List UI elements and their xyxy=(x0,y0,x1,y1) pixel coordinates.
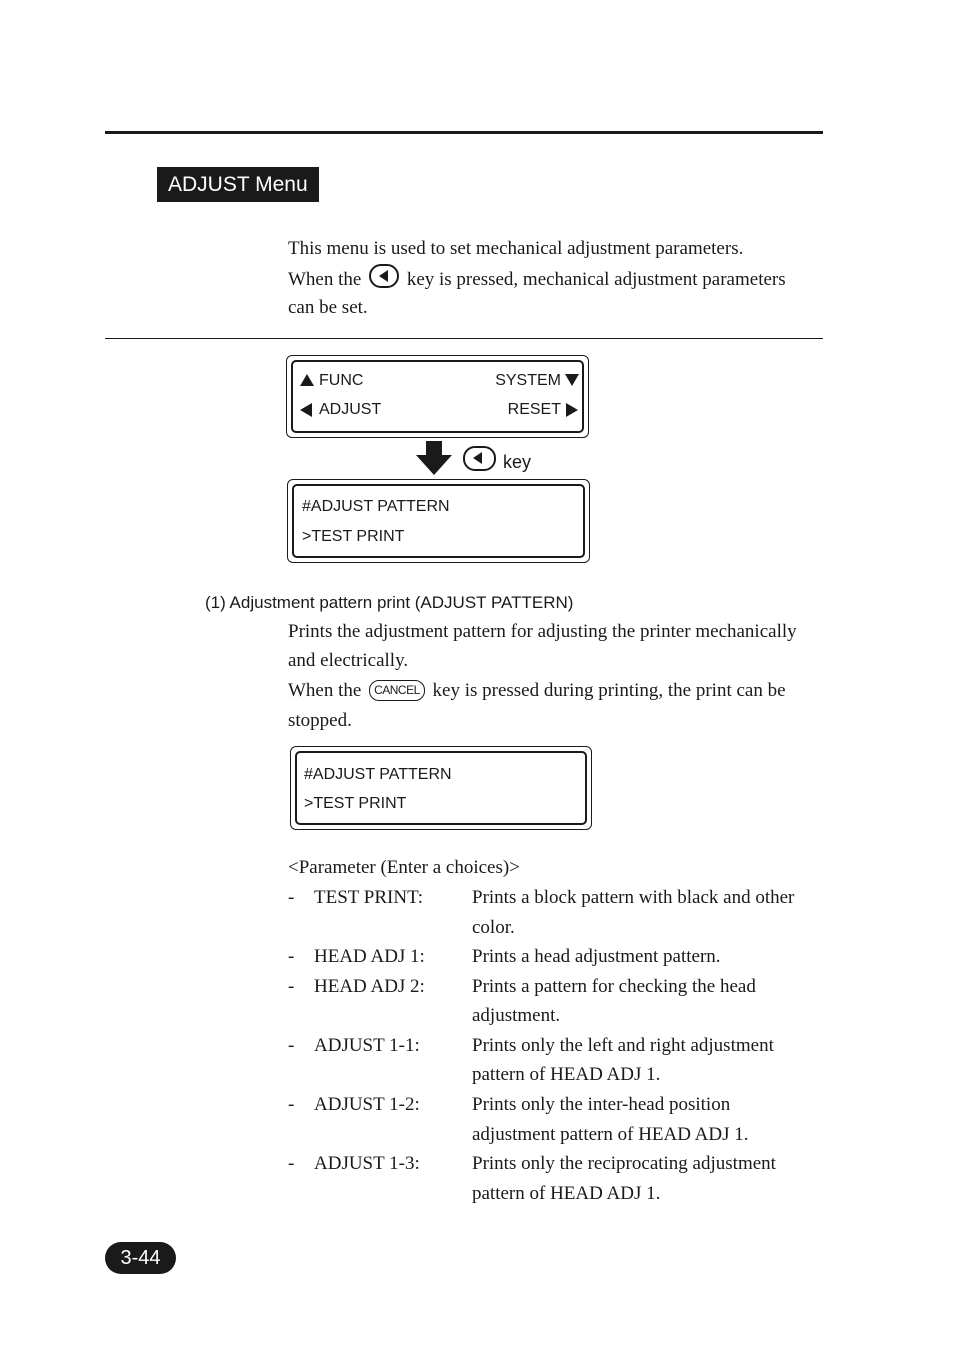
parameter-heading: <Parameter (Enter a choices)> xyxy=(288,857,520,878)
param-name: HEAD ADJ 2: xyxy=(314,976,425,997)
param-desc: Prints only the inter-head position xyxy=(472,1094,731,1115)
down-arrow-icon xyxy=(426,441,442,455)
subsection-heading: (1) Adjustment pattern print (ADJUST PATTERN) xyxy=(205,593,574,612)
param-name: TEST PRINT: xyxy=(314,887,424,908)
left-arrow-key-icon xyxy=(369,264,399,288)
param-desc: color. xyxy=(472,917,515,938)
intro-line-2 xyxy=(288,264,786,295)
param-name: ADJUST 1-3: xyxy=(314,1153,420,1174)
subsection-line-1: Prints the adjustment pattern for adjusting the printer mechanically xyxy=(288,621,797,642)
down-arrow-head-icon xyxy=(416,455,452,475)
param-dash: - xyxy=(288,976,295,997)
param-dash: - xyxy=(288,1035,295,1056)
param-desc: adjustment. xyxy=(472,1005,561,1026)
lcd-adjust-screen-2 xyxy=(290,746,592,830)
subsection-line-3-pre: When the xyxy=(288,680,362,701)
param-desc: Prints a head adjustment pattern. xyxy=(472,946,721,967)
subsection-line-3-post: key is pressed during printing, the print can be xyxy=(432,680,786,701)
lcd-adjust-2-line-2: >TEST PRINT xyxy=(304,795,407,812)
page-number-badge: 3-44 xyxy=(105,1242,176,1274)
lcd-menu-screen xyxy=(286,355,589,438)
param-desc: pattern of HEAD ADJ 1. xyxy=(472,1064,661,1085)
param-desc: adjustment pattern of HEAD ADJ 1. xyxy=(472,1124,749,1145)
lcd-adjust-1-line-2: >TEST PRINT xyxy=(302,528,405,545)
lcd-adjust-screen-1 xyxy=(287,479,590,563)
right-triangle-icon xyxy=(566,403,578,417)
param-dash: - xyxy=(288,887,295,908)
cancel-key-icon: CANCEL xyxy=(369,680,425,701)
key-label: key xyxy=(503,452,532,472)
param-name: ADJUST 1-1: xyxy=(314,1035,420,1056)
left-arrow-key-icon xyxy=(463,446,496,471)
intro-line-3: can be set. xyxy=(288,297,368,318)
param-dash: - xyxy=(288,1153,295,1174)
param-dash: - xyxy=(288,1094,295,1115)
up-triangle-icon xyxy=(300,374,314,386)
subsection-line-2: and electrically. xyxy=(288,650,409,671)
param-desc: Prints a pattern for checking the head xyxy=(472,976,756,997)
param-desc: Prints only the reciprocating adjustment xyxy=(472,1153,776,1174)
lcd-menu-frame xyxy=(291,360,584,433)
param-desc: Prints a block pattern with black and other xyxy=(472,887,795,908)
lcd-adjust-frame-1 xyxy=(292,484,585,558)
lcd-reset-label: RESET xyxy=(507,401,561,418)
param-dash: - xyxy=(288,946,295,967)
subsection-line-3 xyxy=(288,676,786,706)
left-triangle-icon xyxy=(300,403,312,417)
intro-line-2-pre: When the xyxy=(288,269,362,290)
param-name: HEAD ADJ 1: xyxy=(314,946,425,967)
top-rule xyxy=(105,131,823,134)
param-desc: Prints only the left and right adjustment xyxy=(472,1035,774,1056)
param-name: ADJUST 1-2: xyxy=(314,1094,420,1115)
intro-line-1: This menu is used to set mechanical adjustment parameters. xyxy=(288,238,744,259)
down-triangle-icon xyxy=(565,374,579,386)
lcd-system-label: SYSTEM xyxy=(495,372,561,389)
lcd-adjust-frame-2 xyxy=(295,751,587,825)
intro-line-2-post: key is pressed, mechanical adjustment parameters xyxy=(406,269,786,290)
lcd-adjust-1-line-1: #ADJUST PATTERN xyxy=(302,498,450,515)
lcd-func-label: FUNC xyxy=(319,372,364,389)
param-desc: pattern of HEAD ADJ 1. xyxy=(472,1183,661,1204)
section-title: ADJUST Menu xyxy=(157,167,319,202)
subsection-line-4: stopped. xyxy=(288,710,352,731)
section-divider xyxy=(105,338,823,339)
lcd-adjust-2-line-1: #ADJUST PATTERN xyxy=(304,766,452,783)
transition-key xyxy=(463,446,496,473)
lcd-adjust-label: ADJUST xyxy=(319,401,382,418)
